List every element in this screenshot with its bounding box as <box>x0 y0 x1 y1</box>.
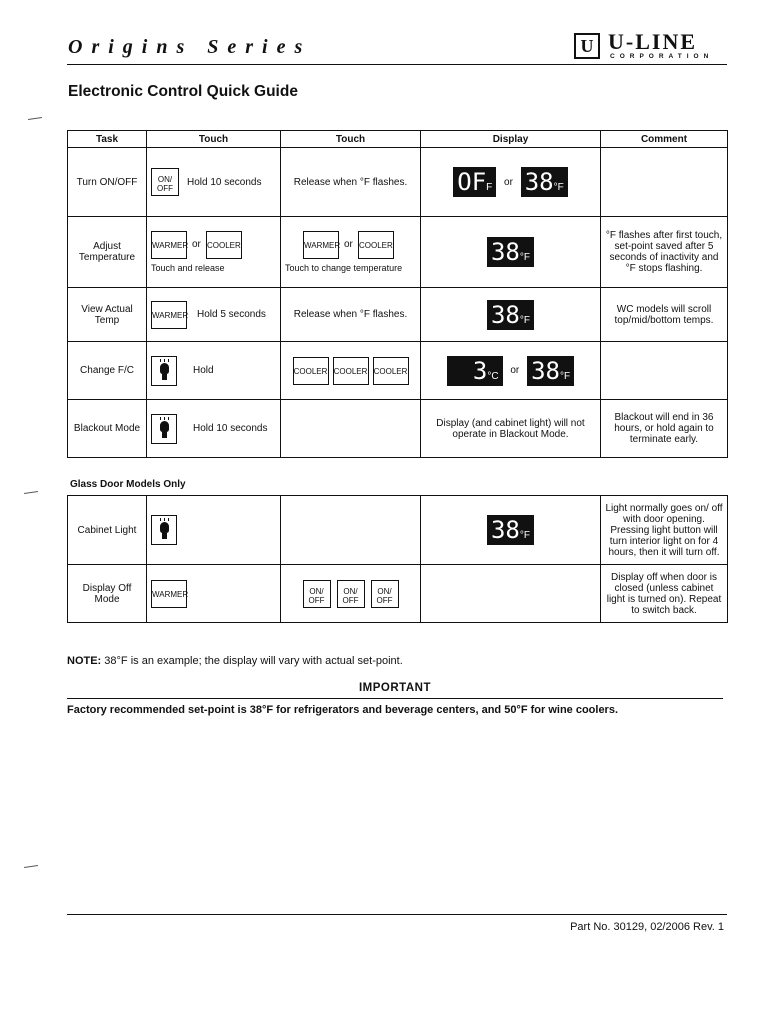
or-label: or <box>504 176 513 188</box>
part-number: Part No. 30129, 02/2006 Rev. 1 <box>570 921 724 933</box>
led-display: 38°F <box>487 237 534 267</box>
touch-cell <box>147 342 281 400</box>
on-off-button: ON/ OFF <box>303 580 331 608</box>
touch-cell: Release when °F flashes. <box>281 148 421 217</box>
logo-mark: U <box>574 33 600 59</box>
touch-instruction: Hold 5 seconds <box>197 309 266 320</box>
table-row <box>68 342 728 400</box>
margin-mark <box>24 491 38 494</box>
light-ray <box>160 518 161 521</box>
display-cell <box>421 148 601 217</box>
touch-instruction: Hold 10 seconds <box>187 176 262 188</box>
important-rule <box>67 698 723 699</box>
display-cell: Display (and cabinet light) will not operate in Blackout Mode. <box>421 400 601 458</box>
lightbulb-icon <box>160 522 169 533</box>
glass-door-table <box>67 495 728 623</box>
light-ray <box>168 518 169 521</box>
cooler-button: COOLER <box>358 231 394 259</box>
warmer-button: WARMER <box>151 231 187 259</box>
display-cell <box>421 217 601 288</box>
light-ray <box>164 518 165 521</box>
lightbulb-icon <box>160 421 169 432</box>
touch-cell <box>147 288 281 342</box>
header-display: Display <box>421 131 601 148</box>
lightbulb-base <box>162 533 167 539</box>
touch-cell: Release when °F flashes. <box>281 288 421 342</box>
cooler-button: COOLER <box>333 357 369 385</box>
margin-mark <box>24 865 38 868</box>
task-cell: Adjust Temperature <box>68 217 147 288</box>
touch-cell <box>281 400 421 458</box>
light-button <box>151 414 177 444</box>
warmer-button: WARMER <box>303 231 339 259</box>
on-off-button: ON/ OFF <box>337 580 365 608</box>
task-cell: Blackout Mode <box>68 400 147 458</box>
comment-cell <box>601 148 728 217</box>
touch-cell <box>147 496 281 565</box>
u-line-logo <box>574 31 728 61</box>
task-cell: View Actual Temp <box>68 288 147 342</box>
header-touch-1: Touch <box>147 131 281 148</box>
task-cell: Change F/C <box>68 342 147 400</box>
table-row <box>68 565 728 623</box>
note-text <box>67 655 403 667</box>
light-ray <box>164 359 165 362</box>
warmer-button: WARMER <box>151 580 187 608</box>
touch-cell <box>281 217 421 288</box>
table-row <box>68 400 728 458</box>
control-table <box>67 130 728 458</box>
light-ray <box>160 417 161 420</box>
cooler-button: COOLER <box>206 231 242 259</box>
table-header-row <box>68 131 728 148</box>
warmer-button: WARMER <box>151 301 187 329</box>
comment-cell: °F flashes after first touch, set-point saved after 5 seconds of inactivity and °F stops flashing. <box>601 217 728 288</box>
important-heading: IMPORTANT <box>358 682 431 694</box>
light-button <box>151 356 177 386</box>
touch-cell <box>281 565 421 623</box>
comment-cell: WC models will scroll top/mid/bottom temps. <box>601 288 728 342</box>
margin-mark <box>28 117 42 120</box>
table-row <box>68 496 728 565</box>
series-heading: Origins Series <box>68 36 312 58</box>
logo-subtitle: CORPORATION <box>610 53 714 60</box>
header-touch-2: Touch <box>281 131 421 148</box>
comment-cell <box>601 342 728 400</box>
comment-cell: Display off when door is closed (unless cabinet light is turned on). Repeat to switch back. <box>601 565 728 623</box>
light-button <box>151 515 177 545</box>
light-ray <box>168 417 169 420</box>
task-cell: Turn ON/OFF <box>68 148 147 217</box>
led-display: 38°F <box>521 167 568 197</box>
touch-cell <box>147 148 281 217</box>
task-cell: Cabinet Light <box>68 496 147 565</box>
touch-instruction: Touch and release <box>151 262 225 273</box>
led-display: OFF <box>453 167 496 197</box>
table-row <box>68 288 728 342</box>
cooler-button: COOLER <box>373 357 409 385</box>
touch-cell <box>281 342 421 400</box>
lightbulb-base <box>162 432 167 438</box>
task-cell: Display Off Mode <box>68 565 147 623</box>
touch-cell <box>281 496 421 565</box>
display-cell <box>421 496 601 565</box>
led-display: 38°F <box>487 300 534 330</box>
note-body: 38°F is an example; the display will vary with actual set-point. <box>101 655 403 667</box>
page-title: Electronic Control Quick Guide <box>68 83 298 100</box>
touch-instruction: Hold <box>193 365 214 376</box>
touch-instruction: Hold 10 seconds <box>193 423 268 434</box>
section-heading: Glass Door Models Only <box>70 479 186 490</box>
table-row <box>68 217 728 288</box>
light-ray <box>164 417 165 420</box>
display-cell <box>421 342 601 400</box>
table-row <box>68 148 728 217</box>
factory-setpoint-text: Factory recommended set-point is 38°F for refrigerators and beverage centers, and 50°F for wine coolers. <box>67 704 619 716</box>
touch-cell <box>147 217 281 288</box>
or-label: or <box>344 239 353 250</box>
lightbulb-base <box>162 374 167 380</box>
led-display: 3°C <box>447 356 503 386</box>
led-display: 38°F <box>487 515 534 545</box>
comment-cell: Blackout will end in 36 hours, or hold again to terminate early. <box>601 400 728 458</box>
header-task: Task <box>68 131 147 148</box>
display-cell <box>421 288 601 342</box>
lightbulb-icon <box>160 363 169 374</box>
note-label: NOTE: <box>67 655 102 667</box>
logo-name: U-LINE <box>608 29 698 54</box>
light-ray <box>160 359 161 362</box>
touch-cell <box>147 565 281 623</box>
or-label: or <box>510 365 520 377</box>
footer-rule <box>67 914 727 915</box>
cooler-button: COOLER <box>293 357 329 385</box>
touch-instruction: Touch to change temperature <box>285 262 403 273</box>
header-comment: Comment <box>601 131 728 148</box>
or-label: or <box>192 239 201 250</box>
light-ray <box>168 359 169 362</box>
touch-cell <box>147 400 281 458</box>
led-display: 38°F <box>527 356 574 386</box>
header-rule <box>67 64 727 65</box>
display-cell <box>421 565 601 623</box>
on-off-button: ON/ OFF <box>151 168 179 196</box>
comment-cell: Light normally goes on/ off with door opening. Pressing light button will turn interior light on for 4 hours, then it will turn off. <box>601 496 728 565</box>
on-off-button: ON/ OFF <box>371 580 399 608</box>
